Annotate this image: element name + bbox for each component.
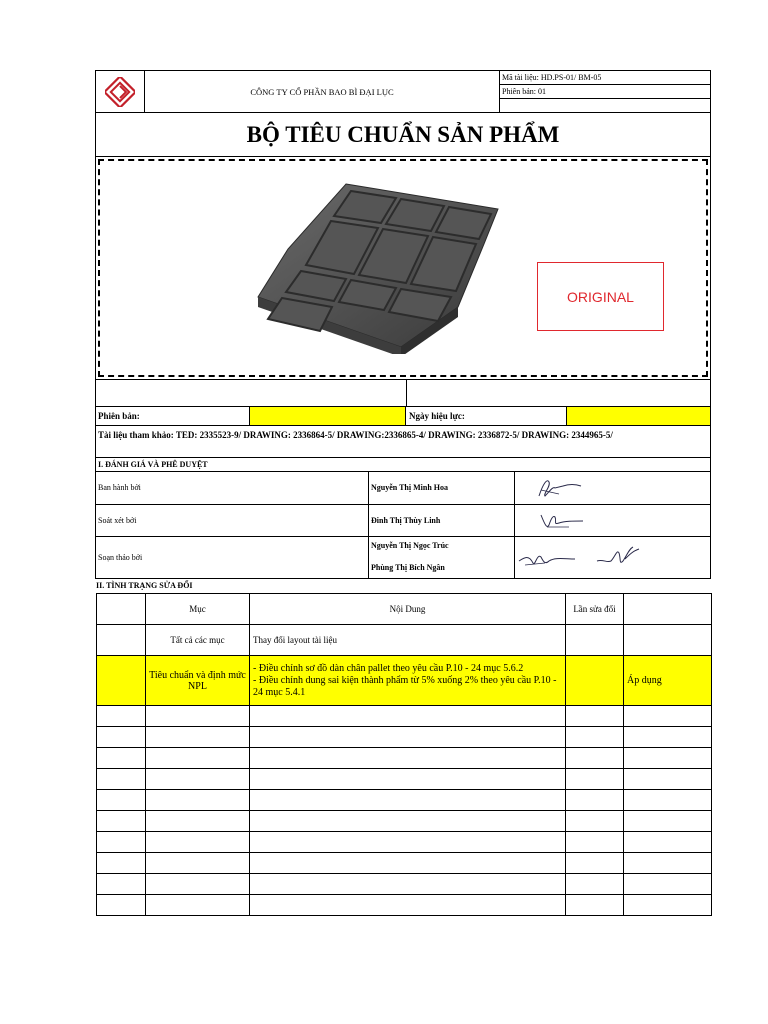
- empty-cell: [566, 874, 624, 895]
- empty-cell: [146, 748, 250, 769]
- table-row: [97, 853, 712, 874]
- empty-cell: [566, 727, 624, 748]
- page-title: BỘ TIÊU CHUẨN SẢN PHẨM: [246, 121, 560, 147]
- revision-item: Tiêu chuẩn và định mức NPL: [146, 656, 250, 706]
- signature-image: [595, 541, 645, 571]
- empty-cell: [146, 769, 250, 790]
- empty-cell: [146, 853, 250, 874]
- approval-name: Phùng Thị Bích Ngân: [371, 563, 445, 572]
- revision-content-line: - Điều chỉnh sơ đồ dàn chân pallet theo yêu cầu P.10 - 24 mục 5.6.2: [253, 662, 524, 674]
- reference-row: [95, 425, 711, 458]
- drawer-organizer-image: [246, 179, 506, 354]
- table-row: [97, 832, 712, 853]
- company-logo-icon: [105, 77, 135, 107]
- empty-cell: [624, 853, 712, 874]
- empty-cell: [97, 706, 146, 727]
- empty-cell: [250, 811, 566, 832]
- empty-cell: [250, 748, 566, 769]
- empty-cell: [250, 832, 566, 853]
- approval-role: Ban hành bởi: [98, 483, 141, 492]
- revision-note: Áp dụng: [624, 656, 712, 706]
- signature-image: [515, 543, 585, 573]
- doc-version: Phiên bản: 01: [500, 85, 711, 99]
- empty-cell: [624, 790, 712, 811]
- empty-cell: [97, 727, 146, 748]
- signature-image: [529, 507, 589, 535]
- empty-cell: [146, 832, 250, 853]
- empty-cell: [97, 853, 146, 874]
- approval-row-issued: [96, 472, 710, 505]
- revision-note: [624, 625, 712, 656]
- empty-cell: [566, 832, 624, 853]
- table-row: [97, 874, 712, 895]
- empty-cell: [146, 895, 250, 916]
- doc-code: Mã tài liệu: HD.PS-01/ BM-05: [500, 71, 711, 85]
- table-row: [97, 811, 712, 832]
- empty-cell: [250, 895, 566, 916]
- doc-meta: [499, 71, 710, 112]
- version-row: [95, 406, 711, 426]
- empty-cell: [250, 874, 566, 895]
- version-field[interactable]: [249, 407, 406, 425]
- table-row: [97, 727, 712, 748]
- empty-cell: [97, 832, 146, 853]
- empty-cell: [624, 706, 712, 727]
- empty-cell: [624, 748, 712, 769]
- logo-cell: [96, 71, 145, 112]
- table-row: [97, 790, 712, 811]
- revision-content: [250, 656, 566, 706]
- signature-cell: [514, 537, 710, 578]
- table-row: [97, 656, 712, 706]
- empty-cell: [250, 790, 566, 811]
- empty-cell: [250, 769, 566, 790]
- empty-cell: [566, 895, 624, 916]
- empty-cell: [566, 748, 624, 769]
- table-row: [97, 769, 712, 790]
- revision-no: [97, 625, 146, 656]
- empty-cell: [97, 811, 146, 832]
- table-row: [97, 706, 712, 727]
- empty-cell: [566, 790, 624, 811]
- approval-heading: I. ĐÁNH GIÁ VÀ PHÊ DUYỆT: [96, 458, 710, 472]
- empty-cell: [146, 874, 250, 895]
- company-name: CÔNG TY CỔ PHẦN BAO BÌ ĐẠI LỤC: [250, 86, 394, 97]
- empty-cell: [146, 727, 250, 748]
- column-header: [624, 594, 712, 625]
- empty-cell: [97, 790, 146, 811]
- revision-content: Thay đổi layout tài liệu: [250, 625, 566, 656]
- revision-heading: II. TÌNH TRẠNG SỬA ĐỔI: [96, 581, 193, 590]
- effective-date-field[interactable]: [566, 407, 710, 425]
- approval-name: Nguyễn Thị Ngọc Trúc: [371, 541, 449, 550]
- table-row: [97, 625, 712, 656]
- empty-cell: [97, 769, 146, 790]
- empty-cell: [146, 811, 250, 832]
- empty-cell: [624, 811, 712, 832]
- column-header: Lần sửa đổi: [566, 594, 624, 625]
- approval-name: Đinh Thị Thùy Linh: [368, 505, 514, 536]
- empty-cell: [624, 874, 712, 895]
- empty-cell: [146, 706, 250, 727]
- empty-cell: [97, 895, 146, 916]
- table-row: [97, 895, 712, 916]
- table-row: [97, 748, 712, 769]
- table-header-row: [97, 594, 712, 625]
- empty-cell: [566, 853, 624, 874]
- approval-role: Soát xét bởi: [98, 516, 137, 525]
- signature-cell: [514, 505, 710, 536]
- signature-image: [529, 474, 589, 502]
- revision-no: [97, 656, 146, 706]
- title-box: [95, 112, 711, 157]
- empty-cell: [97, 874, 146, 895]
- approval-row-reviewed: [96, 505, 710, 537]
- empty-cell: [250, 853, 566, 874]
- approval-name: Nguyễn Thị Minh Hoa: [368, 472, 514, 504]
- blank-row: [95, 379, 711, 407]
- approval-section: [95, 457, 711, 579]
- signature-cell: [514, 472, 710, 504]
- version-label: Phiên bản:: [98, 411, 140, 421]
- revision-content-line: - Điều chỉnh dung sai kiện thành phẩm từ 5% xuống 2% theo yêu cầu P.10 - 24 mục 5.4.1: [253, 674, 557, 698]
- product-image-box: [95, 156, 711, 380]
- empty-cell: [97, 748, 146, 769]
- empty-cell: [624, 895, 712, 916]
- empty-cell: [624, 832, 712, 853]
- empty-cell: [146, 790, 250, 811]
- approval-row-drafted: [96, 537, 710, 578]
- original-stamp: [537, 262, 664, 331]
- empty-cell: [566, 769, 624, 790]
- header-box: [95, 70, 711, 113]
- revision-count: [566, 656, 624, 706]
- column-header: Nội Dung: [250, 594, 566, 625]
- revision-count: [566, 625, 624, 656]
- empty-cell: [250, 727, 566, 748]
- column-header: Mục: [146, 594, 250, 625]
- empty-cell: [624, 769, 712, 790]
- approval-role: Soạn thảo bởi: [98, 553, 143, 562]
- empty-cell: [250, 706, 566, 727]
- effective-date-label: Ngày hiệu lực:: [409, 411, 465, 421]
- column-header: [97, 594, 146, 625]
- revision-table: [96, 593, 712, 916]
- revision-item: Tất cả các mục: [146, 625, 250, 656]
- empty-cell: [566, 706, 624, 727]
- empty-cell: [624, 727, 712, 748]
- empty-cell: [566, 811, 624, 832]
- original-stamp-text: ORIGINAL: [567, 288, 634, 305]
- reference-text: Tài liệu tham khảo: TED: 2335523-9/ DRAWING: 2336864-5/ DRAWING:2336865-4/ DRAWING: 2336872-5/ DRAWING: 2344965-5/: [98, 430, 613, 440]
